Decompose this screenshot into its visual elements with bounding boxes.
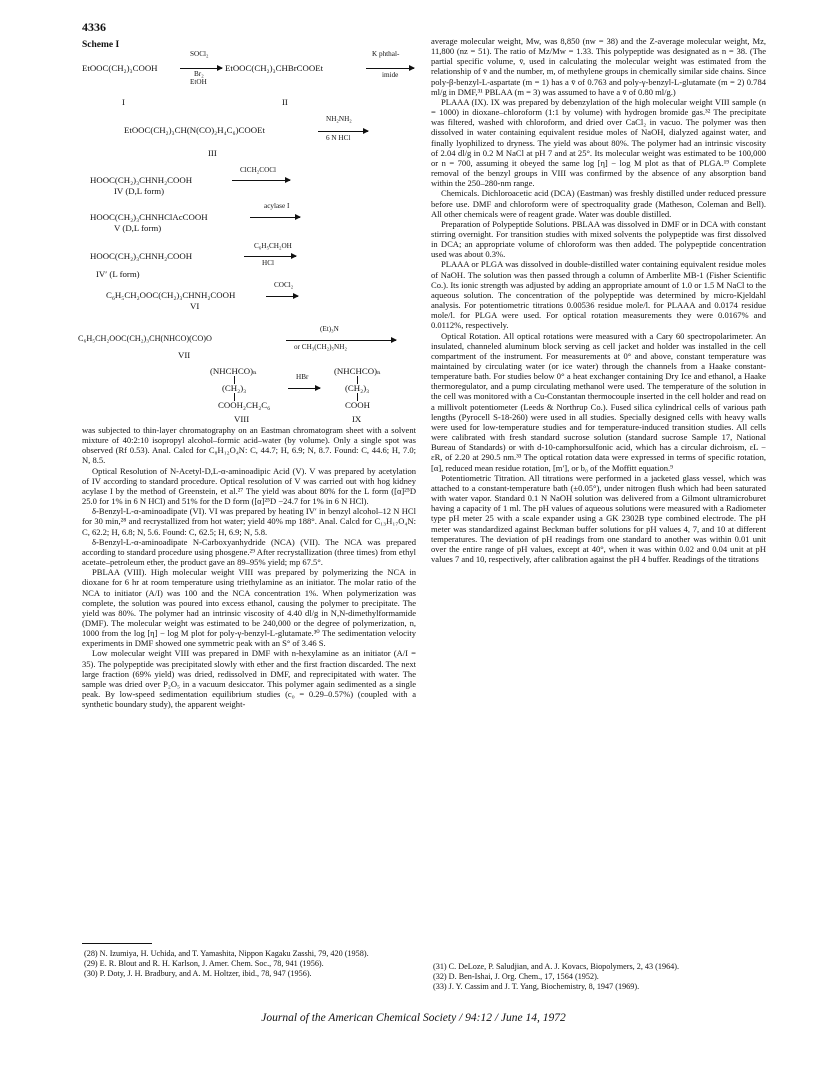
- compound-III: EtOOC(CH₂)₃CH(N(CO)₂H₄C₆)COOEt: [124, 125, 265, 135]
- reaction-arrow: [286, 340, 396, 341]
- compound-V: HOOC(CH₂)₃CHNHClAcCOOH: [90, 212, 208, 222]
- reagent-hexylamine: or CH₃(CH₂)₅NH₂: [294, 343, 347, 351]
- reaction-scheme: [78, 36, 417, 463]
- reaction-arrow: [180, 68, 222, 69]
- label-VII: VII: [178, 350, 191, 360]
- reference-item: (30) P. Doty, J. H. Bradbury, and A. M. Holtzer, ibid., 78, 947 (1956).: [84, 969, 312, 978]
- reagent-benzyl-alcohol: C₆H₅CH₂OH: [254, 242, 292, 250]
- paragraph: Chemicals. Dichloroacetic acid (DCA) (Eastman) was freshly distilled under reduced pressure before use. DMF and chloroform were of spectroquality grade (Matheson, Coleman and Bell). All other chemicals were of reagent grade. Water was double distilled.: [431, 188, 766, 219]
- page-number: 4336: [82, 20, 106, 34]
- label-I: I: [122, 97, 125, 107]
- compound-II: EtOOC(CH₂)₃CHBrCOOEt: [225, 63, 324, 73]
- paragraph: δ-Benzyl-L-α-aminoadipate (VI). VI was prepared by heating IV′ in benzyl alcohol–12 N HCl for 30 min,²⁸ and recrystallized from hot water; yield 40% mp 188°. Anal. Calcd for C₁₃H₁₇O₄N: C, 62.2; H, 6.8; N, 5.6. Found: C, 62.5; H, 6.9; N, 5.8.: [82, 506, 416, 537]
- label-IV: IV (D,L form): [114, 186, 165, 196]
- paragraph: δ-Benzyl-L-α-aminoadipate N-Carboxyanhydride (NCA) (VII). The NCA was prepared according to standard procedure using phosgene.²⁹ After recrystallization (three times) from ethyl acetate–petroleum ether, the product gave an 89–95% yield; mp 67.5°.: [82, 536, 416, 568]
- reference-item: (33) J. Y. Cassim and J. T. Yang, Biochemistry, 8, 1947 (1969).: [433, 982, 640, 991]
- polymer-VIII-sidechain: (CH₂)₃: [222, 383, 247, 393]
- paragraph: PLAAA or PLGA was dissolved in double-distilled water containing equivalent residue moles of NaOH. The solution was then passed through a column of Amberlite MB-1 (Fisher Scientific Co.). Its ionic strength was adjusted by adding an appropriate amount of 1.0 or 1.5 M NaCl to the aqueous solution. The concentration of the polypeptide was determined by micro-Kjeldahl analysis. For potentiometric titrations 0.00536 residue mole/l. for PLAAA and 0.0174 residue mole/l. for PLGA were used. For optical rotation measurements they were 0.0167% and 0.0112%, respectively.: [431, 259, 766, 331]
- reference-item: (32) D. Ben-Ishai, J. Org. Chem., 17, 1564 (1952).: [433, 972, 599, 981]
- reaction-arrow: [366, 68, 414, 69]
- label-II: II: [282, 97, 288, 107]
- paragraph: average molecular weight, Mw, was 8,850 (nw = 38) and the Z-average molecular weight, Mz, 11,800 (nz = 51). The ratio of Mz/Mw = 1.33. This polypeptide was designated as n = 38. (The partial specific volume, v̄, used in calculating the molecular weight was estimated from the relationship of v̄ and the number, m, of methylene groups in chemically similar side chains. Since poly-β-benzyl-L-aspartate (m = 1) has a v̄ of 0.763 and poly-γ-benzyl-L-glutamate (m = 2) 0.784 ml/g in DMF,³¹ PBLAA (m = 3) was assumed to have a v̄ of 0.80 ml/g.): [431, 36, 766, 97]
- label-VI: VI: [190, 301, 200, 311]
- footnote-divider: [82, 943, 152, 944]
- reagent-hydrazine: NH₂NH₂: [326, 115, 352, 123]
- reagent-acylase: acylase I: [264, 202, 290, 210]
- label-IX: IX: [352, 414, 362, 424]
- reagent-etoh: EtOH: [190, 78, 207, 86]
- label-VIII: VIII: [234, 414, 250, 424]
- reagent-hcl-2: HCl: [262, 259, 274, 267]
- reagent-triethylamine: (Et)₃N: [320, 325, 339, 333]
- reagent-br2: Br₂: [194, 70, 204, 78]
- polymer-IX-acid: COOH: [345, 400, 370, 410]
- paragraph: Optical Rotation. All optical rotations were measured with a Cary 60 spectropolarimeter. An insulated, channeled aluminum block serving as cell jacket and holder was installed in the cell compartment of the instrument. For measurements at 0° and above, constant temperature was maintained by circulating water (or ice water) through the channels from a Haake constant-temperature bath. For studies below 0° a heat exchanger containing Dry Ice and ethanol, a Haake thermoregulator, and a pump circulating methanol were used. The temperature of the solution in the cell was monitored with a Cu-Constantan thermocouple inserted in the cell holder and read on a millivolt potentiometer (Leeds & Northrup Co.). Fused silica cylindrical cells of various path lengths (Pyrocell S-18-260) were used in all studies. Specially designed cells with heavy walls were used for low-temperature studies and for temperature-induced transition studies. All cells were calibrated with fresh standard sucrose solution (standard sucrose Sample 17, National Bureau of Standards) or with d-10-camphorsulfonic acid, which has a circular dichroism, εL − εR, of 2.20 at 290.5 nm.³³ The optical rotation data were expressed in terms of specific rotation, [α], reduced mean residue rotation, [m′], or b₀ of the Moffitt equation.⁹: [431, 330, 766, 473]
- compound-IV-prime: HOOC(CH₂)₃CHNH₂COOH: [90, 251, 193, 261]
- paragraph: Optical Resolution of N-Acetyl-D,L-α-aminoadipic Acid (V). V was prepared by acetylation of IV according to standard procedure. Optical resolution of V was carried out with hog kidney acylase I by the method of Greenstein, et al.²⁷ The yield was about 80% for the L form ([α]²⁵D 25.0 for 1% in 6 N HCl) and 51% for the D form ([α]²⁵D −24.7 for 1% in 6 N HCl).: [82, 465, 416, 507]
- reaction-arrow: [288, 388, 320, 389]
- reagent-hbr: HBr: [296, 373, 309, 381]
- compound-VI: C₆H₅CH₂OOC(CH₂)₃CHNH₂COOH: [106, 290, 236, 300]
- paragraph: Preparation of Polypeptide Solutions. PBLAA was dissolved in DMF or in DCA with constant stirring overnight. For transition studies with mixed solvents the polypeptide was first dissolved in DCA; an appropriate volume of chloroform was then added. The polypeptide concentration used was about 0.3%.: [431, 218, 766, 260]
- compound-VII: C₆H₅CH₂OOC(CH₂)₃CH(NHCO)(CO)O: [78, 334, 212, 343]
- reagent-chloroacetyl-chloride: ClCH₂COCl: [240, 166, 277, 174]
- references-left: [82, 949, 416, 979]
- reference-item: (28) N. Izumiya, H. Uchida, and T. Yamashita, Nippon Kagaku Zasshi, 79, 420 (1958).: [84, 949, 369, 958]
- left-column-text: [82, 425, 416, 709]
- label-V: V (D,L form): [114, 223, 162, 233]
- right-column-text: [431, 36, 766, 564]
- scheme-title: Scheme I: [82, 40, 120, 50]
- polymer-VIII-backbone: (NHCHCO)ₙ: [210, 366, 257, 376]
- paragraph: Low molecular weight VIII was prepared in DMF with n-hexylamine as an initiator (A/I = 35). The polypeptide was precipitated slowly with ether and the first fraction discarded. The next large fraction (69% yield) was dried, redissolved in DMF, and reprecipitated with water. The sample was dried over P₂O₅ in a vacuum desiccator. This polymer again sedimented as a single peak. By low-speed sedimentation equilibrium studies (c₀ = 0.29–0.57%) (coupled with a synthetic boundary study), the apparent weight-: [82, 648, 416, 710]
- reagent-phthalimide: K phthal-: [372, 50, 400, 58]
- reagent-phosgene: COCl₂: [274, 281, 294, 289]
- paragraph: was subjected to thin-layer chromatography on an Eastman chromatogram sheet with a solvent mixture of 40:2:10 isopropyl alcohol–formic acid–water (by volume). Only a single spot was observed (Rf 0.53). Anal. Calcd for C₈H₁₂O₄N: C, 44.7; H, 6.9; N, 8.7. Found: C, 44.6; H, 7.0; N, 8.5.: [82, 425, 416, 466]
- paragraph: PBLAA (VIII). High molecular weight VIII was prepared by polymerizing the NCA in dioxane for 6 hr at room temperature using triethylamine as an initiator. The molar ratio of the NCA to initiator (A/I) was 100 and the NCA concentration 1%. When polymerization was complete, the solution was poured into excess ethanol, causing the polymer to precipitate. The yield was 80%. The polymer had an intrinsic viscosity of 4.40 dl/g in N,N-dimethylformamide (DMF). The molecular weight was estimated to be 240,000 or the degree of polymerization, n, 1000 from the log [η] − log M plot for poly-γ-benzyl-L-glutamate.³⁰ The sedimentation velocity experiments in DMF showed one symmetric peak with an S° of 3.46 S.: [82, 567, 416, 649]
- reaction-arrow: [250, 217, 300, 218]
- reagent-hcl: 6 N HCl: [326, 134, 351, 142]
- reference-item: (31) C. DeLoze, P. Saludjian, and A. J. Kovacs, Biopolymers, 2, 43 (1964).: [433, 962, 680, 971]
- polymer-VIII-ester: COOH₂CH₂C₆: [218, 400, 271, 410]
- polymer-IX-backbone: (NHCHCO)ₙ: [334, 366, 381, 376]
- paragraph: Potentiometric Titration. All titrations were performed in a jacketed glass vessel, which was attached to a constant-temperature bath (±0.05°), under nitrogen flush which had been saturated with water vapor. Standard 0.1 N NaOH solution was delivered from a Gilmont ultramicroburet having a capacity of 1 ml. The pH values of aqueous solutions were measured with a Radiometer type pH meter 25 with a scale expander using a GK 2302B type combined electrode. The pH meter was standardized against Beckman buffer solutions for pH values 4, 7, and 10 at different temperatures. The deviation of pH readings from one standard to another was within 0.01 unit over the entire range of pH values, except at 40°, when it was within 0.02 and 0.04 unit at pH values 7 and 10, respectively, after calibration against the pH 4 buffer. Readings of the titrations: [431, 472, 766, 564]
- polymer-IX-sidechain: (CH₂)₃: [345, 383, 370, 393]
- reaction-arrow: [266, 296, 298, 297]
- compound-IV: HOOC(CH₂)₃CHNH₂COOH: [90, 175, 193, 185]
- reaction-arrow: [318, 131, 368, 132]
- reagent-socl2: SOCl₂: [190, 50, 209, 58]
- references-right: [431, 962, 766, 992]
- compound-I: EtOOC(CH₂)₃COOH: [82, 63, 158, 73]
- reference-item: (29) E. R. Blout and R. H. Karlson, J. Amer. Chem. Soc., 78, 941 (1956).: [84, 959, 324, 968]
- label-IV-prime: IV′ (L form): [96, 269, 140, 279]
- reaction-arrow: [232, 180, 290, 181]
- journal-footer: Journal of the American Chemical Society / 94:12 / June 14, 1972: [261, 1012, 566, 1024]
- reagent-imide: imide: [382, 71, 399, 79]
- label-III: III: [208, 148, 217, 158]
- paragraph: PLAAA (IX). IX was prepared by debenzylation of the high molecular weight VIII sample (n = 1000) in dioxane–chloroform (1:1 by volume) with hydrogen bromide gas.³² The precipitate was filtered, washed with chloroform, and dried over CaCl₂ in vacuo. The polymer was then dissolved in water containing equivalent residue moles of NaOH, dialyzed against water, and finally lyophilized to dryness. The yield was about 80%. The polymer had an intrinsic viscosity of 2.04 dl/g in 0.2 M NaCl at pH 7 and at 25°. Its molecular weight was estimated to be 100,000 or n = 700, assuming it obeyed the same log [η] − log M plot as that of PLGA.¹⁹ Complete removal of the benzyl groups in VIII was confirmed by the absence of any absorption band within the 250–280-nm range.: [431, 96, 766, 189]
- reaction-arrow: [244, 256, 296, 257]
